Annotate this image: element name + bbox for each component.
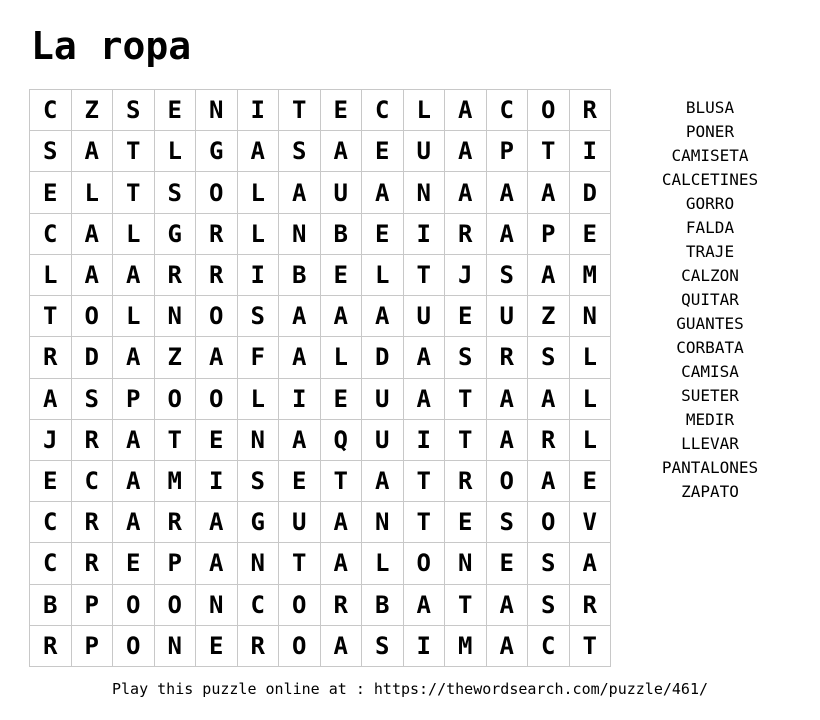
word-list-item: PANTALONES bbox=[661, 458, 759, 477]
grid-cell[interactable]: T bbox=[155, 420, 197, 461]
grid-cell[interactable]: A bbox=[30, 379, 72, 420]
grid-cell[interactable]: U bbox=[404, 131, 446, 172]
grid-cell[interactable]: C bbox=[30, 502, 72, 543]
grid-cell[interactable]: V bbox=[570, 502, 612, 543]
grid-cell[interactable]: U bbox=[279, 502, 321, 543]
word-list-item: CALZON bbox=[681, 266, 739, 285]
grid-cell[interactable]: A bbox=[196, 543, 238, 584]
grid-cell[interactable]: P bbox=[528, 214, 570, 255]
grid-cell[interactable]: A bbox=[321, 502, 363, 543]
grid-cell[interactable]: A bbox=[404, 585, 446, 626]
grid-cell[interactable]: L bbox=[321, 337, 363, 378]
grid-cell[interactable]: C bbox=[30, 90, 72, 131]
grid-cell[interactable]: A bbox=[72, 131, 114, 172]
grid-cell[interactable]: N bbox=[155, 296, 197, 337]
grid-cell[interactable]: U bbox=[404, 296, 446, 337]
grid-cell[interactable]: S bbox=[72, 379, 114, 420]
grid-cell[interactable]: M bbox=[155, 461, 197, 502]
grid-cell[interactable]: S bbox=[362, 626, 404, 667]
grid-cell[interactable]: L bbox=[113, 214, 155, 255]
grid-cell[interactable]: A bbox=[113, 420, 155, 461]
grid-cell[interactable]: A bbox=[487, 214, 529, 255]
word-list-item: SUETER bbox=[681, 386, 739, 405]
footer-text: Play this puzzle online at : https://thewordsearch.com/puzzle/461/ bbox=[111, 680, 709, 698]
grid-cell[interactable]: T bbox=[404, 502, 446, 543]
word-list-item: FALDA bbox=[685, 218, 735, 237]
grid-cell[interactable]: Z bbox=[528, 296, 570, 337]
grid-cell[interactable]: E bbox=[321, 255, 363, 296]
grid-cell[interactable]: O bbox=[528, 502, 570, 543]
grid-cell[interactable]: A bbox=[445, 131, 487, 172]
grid-cell[interactable]: A bbox=[279, 172, 321, 213]
grid-cell[interactable]: R bbox=[72, 420, 114, 461]
grid-cell[interactable]: P bbox=[72, 626, 114, 667]
grid-cell[interactable]: A bbox=[238, 131, 280, 172]
grid-cell[interactable]: L bbox=[30, 255, 72, 296]
grid-cell[interactable]: C bbox=[528, 626, 570, 667]
grid-cell[interactable]: O bbox=[196, 172, 238, 213]
word-list-item: GORRO bbox=[685, 194, 735, 213]
grid-cell[interactable]: I bbox=[196, 461, 238, 502]
grid-cell[interactable]: T bbox=[279, 90, 321, 131]
grid-cell[interactable]: O bbox=[404, 543, 446, 584]
grid-cell[interactable]: I bbox=[404, 626, 446, 667]
grid-cell[interactable]: E bbox=[155, 90, 197, 131]
grid-cell[interactable]: A bbox=[362, 172, 404, 213]
grid-cell[interactable]: E bbox=[570, 461, 612, 502]
grid-cell[interactable]: A bbox=[362, 296, 404, 337]
grid-cell[interactable]: N bbox=[196, 585, 238, 626]
grid-cell[interactable]: D bbox=[570, 172, 612, 213]
grid-cell[interactable]: J bbox=[30, 420, 72, 461]
grid-cell[interactable]: U bbox=[362, 379, 404, 420]
grid-cell[interactable]: Z bbox=[72, 90, 114, 131]
grid-cell[interactable]: A bbox=[321, 626, 363, 667]
grid-cell[interactable]: E bbox=[196, 626, 238, 667]
grid-cell[interactable]: B bbox=[362, 585, 404, 626]
grid-cell[interactable]: A bbox=[279, 296, 321, 337]
grid-cell[interactable]: T bbox=[570, 626, 612, 667]
grid-cell[interactable]: T bbox=[445, 585, 487, 626]
grid-cell[interactable]: A bbox=[321, 131, 363, 172]
grid-cell[interactable]: A bbox=[321, 543, 363, 584]
grid-cell[interactable]: R bbox=[30, 337, 72, 378]
grid-cell[interactable]: R bbox=[155, 502, 197, 543]
grid-cell[interactable]: I bbox=[238, 90, 280, 131]
grid-cell[interactable]: L bbox=[570, 337, 612, 378]
grid-cell[interactable]: R bbox=[238, 626, 280, 667]
grid-cell[interactable]: P bbox=[487, 131, 529, 172]
grid-cell[interactable]: F bbox=[238, 337, 280, 378]
grid-cell[interactable]: A bbox=[528, 379, 570, 420]
grid-cell[interactable]: A bbox=[72, 214, 114, 255]
grid-cell[interactable]: A bbox=[487, 626, 529, 667]
grid-cell[interactable]: I bbox=[404, 214, 446, 255]
grid-cell[interactable]: U bbox=[321, 172, 363, 213]
word-list-item: CAMISETA bbox=[671, 146, 749, 165]
grid-cell[interactable]: E bbox=[487, 543, 529, 584]
grid-cell[interactable]: A bbox=[487, 172, 529, 213]
grid-cell[interactable]: N bbox=[279, 214, 321, 255]
grid-cell[interactable]: L bbox=[155, 131, 197, 172]
grid-cell[interactable]: A bbox=[528, 255, 570, 296]
grid-cell[interactable]: P bbox=[155, 543, 197, 584]
grid-cell[interactable]: R bbox=[570, 90, 612, 131]
grid-cell[interactable]: A bbox=[445, 172, 487, 213]
grid-cell[interactable]: I bbox=[279, 379, 321, 420]
grid-cell[interactable]: S bbox=[30, 131, 72, 172]
grid-cell[interactable]: L bbox=[238, 214, 280, 255]
grid-cell[interactable]: C bbox=[72, 461, 114, 502]
grid-cell[interactable]: A bbox=[487, 585, 529, 626]
grid-cell[interactable]: A bbox=[528, 172, 570, 213]
grid-cell[interactable]: T bbox=[528, 131, 570, 172]
grid-cell[interactable]: A bbox=[445, 90, 487, 131]
grid-cell[interactable]: R bbox=[30, 626, 72, 667]
grid-cell[interactable]: Z bbox=[155, 337, 197, 378]
grid-cell[interactable]: C bbox=[487, 90, 529, 131]
grid-cell[interactable]: A bbox=[528, 461, 570, 502]
grid-cell[interactable]: A bbox=[362, 461, 404, 502]
grid-cell[interactable]: M bbox=[570, 255, 612, 296]
grid-cell[interactable]: L bbox=[238, 172, 280, 213]
grid-cell[interactable]: S bbox=[487, 502, 529, 543]
grid-cell[interactable]: L bbox=[238, 379, 280, 420]
grid-cell[interactable]: C bbox=[238, 585, 280, 626]
grid-cell[interactable]: R bbox=[487, 337, 529, 378]
word-list-item: LLEVAR bbox=[681, 434, 739, 453]
grid-cell[interactable]: Q bbox=[321, 420, 363, 461]
grid-cell[interactable]: U bbox=[487, 296, 529, 337]
grid-cell[interactable]: E bbox=[30, 461, 72, 502]
grid-cell[interactable]: R bbox=[570, 585, 612, 626]
grid-cell[interactable]: E bbox=[445, 296, 487, 337]
grid-cell[interactable]: N bbox=[238, 420, 280, 461]
grid-cell[interactable]: T bbox=[321, 461, 363, 502]
grid-cell[interactable]: E bbox=[113, 543, 155, 584]
word-list-item: BLUSA bbox=[685, 98, 735, 117]
grid-cell[interactable]: R bbox=[155, 255, 197, 296]
grid-cell[interactable]: M bbox=[445, 626, 487, 667]
grid-cell[interactable]: O bbox=[155, 585, 197, 626]
grid-cell[interactable]: A bbox=[196, 502, 238, 543]
grid-cell[interactable]: R bbox=[445, 214, 487, 255]
grid-cell[interactable]: D bbox=[72, 337, 114, 378]
grid-cell[interactable]: N bbox=[570, 296, 612, 337]
grid-cell[interactable]: I bbox=[238, 255, 280, 296]
grid-cell[interactable]: S bbox=[113, 90, 155, 131]
grid-cell[interactable]: T bbox=[30, 296, 72, 337]
grid-cell[interactable]: T bbox=[113, 131, 155, 172]
grid-cell[interactable]: S bbox=[238, 461, 280, 502]
grid-cell[interactable]: A bbox=[72, 255, 114, 296]
word-list-item: ZAPATO bbox=[681, 482, 739, 501]
grid-cell[interactable]: N bbox=[445, 543, 487, 584]
grid-cell[interactable]: O bbox=[279, 585, 321, 626]
grid-cell[interactable]: E bbox=[570, 214, 612, 255]
grid-cell[interactable]: O bbox=[487, 461, 529, 502]
grid-cell[interactable]: B bbox=[321, 214, 363, 255]
grid-cell[interactable]: S bbox=[528, 337, 570, 378]
word-list bbox=[630, 96, 790, 504]
grid-cell[interactable]: L bbox=[113, 296, 155, 337]
grid-cell[interactable]: B bbox=[30, 585, 72, 626]
grid-cell[interactable]: O bbox=[279, 626, 321, 667]
puzzle-title: La ropa bbox=[31, 24, 192, 68]
grid-cell[interactable]: A bbox=[113, 255, 155, 296]
grid-cell[interactable]: T bbox=[279, 543, 321, 584]
grid-cell[interactable]: A bbox=[570, 543, 612, 584]
grid-cell[interactable]: R bbox=[528, 420, 570, 461]
grid-cell[interactable]: G bbox=[238, 502, 280, 543]
grid-cell[interactable]: A bbox=[113, 461, 155, 502]
grid-cell[interactable]: O bbox=[113, 626, 155, 667]
grid-cell[interactable]: R bbox=[196, 214, 238, 255]
grid-cell[interactable]: N bbox=[238, 543, 280, 584]
grid-cell[interactable]: A bbox=[113, 502, 155, 543]
word-list-item: TRAJE bbox=[685, 242, 735, 261]
grid-cell[interactable]: B bbox=[279, 255, 321, 296]
grid-cell[interactable]: C bbox=[30, 543, 72, 584]
grid-cell[interactable]: S bbox=[279, 131, 321, 172]
grid-cell[interactable]: T bbox=[113, 172, 155, 213]
grid-cell[interactable]: P bbox=[72, 585, 114, 626]
grid-cell[interactable]: S bbox=[445, 337, 487, 378]
word-list-item: CORBATA bbox=[676, 338, 744, 357]
grid-cell[interactable]: D bbox=[362, 337, 404, 378]
grid-cell[interactable]: T bbox=[445, 420, 487, 461]
grid-cell[interactable]: E bbox=[445, 502, 487, 543]
grid-cell[interactable]: I bbox=[404, 420, 446, 461]
grid-cell[interactable]: N bbox=[404, 172, 446, 213]
grid-cell[interactable]: T bbox=[404, 461, 446, 502]
grid-cell[interactable]: S bbox=[155, 172, 197, 213]
grid-cell[interactable]: N bbox=[362, 502, 404, 543]
grid-cell[interactable]: L bbox=[362, 543, 404, 584]
grid-cell[interactable]: A bbox=[487, 420, 529, 461]
grid-cell[interactable]: A bbox=[487, 379, 529, 420]
grid-cell[interactable]: S bbox=[238, 296, 280, 337]
grid-cell[interactable]: L bbox=[570, 379, 612, 420]
grid-cell[interactable]: A bbox=[196, 337, 238, 378]
word-list-item: CAMISA bbox=[681, 362, 739, 381]
grid-cell[interactable]: G bbox=[155, 214, 197, 255]
grid-cell[interactable]: R bbox=[196, 255, 238, 296]
grid-cell[interactable]: R bbox=[321, 585, 363, 626]
grid-cell[interactable]: O bbox=[155, 379, 197, 420]
grid-cell[interactable]: E bbox=[362, 214, 404, 255]
word-list-item: PONER bbox=[685, 122, 735, 141]
grid-cell[interactable]: L bbox=[404, 90, 446, 131]
grid-cell[interactable]: U bbox=[362, 420, 404, 461]
grid-cell[interactable]: E bbox=[30, 172, 72, 213]
word-list-item: MEDIR bbox=[685, 410, 735, 429]
grid-cell[interactable]: O bbox=[528, 90, 570, 131]
grid-cell[interactable]: A bbox=[279, 337, 321, 378]
letter-grid[interactable] bbox=[29, 89, 611, 667]
grid-cell[interactable]: A bbox=[113, 337, 155, 378]
grid-cell[interactable]: O bbox=[196, 296, 238, 337]
grid-cell[interactable]: O bbox=[196, 379, 238, 420]
word-list-item: CALCETINES bbox=[661, 170, 759, 189]
grid-cell[interactable]: A bbox=[404, 379, 446, 420]
grid-cell[interactable]: E bbox=[279, 461, 321, 502]
grid-cell[interactable]: A bbox=[321, 296, 363, 337]
grid-cell[interactable]: E bbox=[196, 420, 238, 461]
grid-cell[interactable]: T bbox=[404, 255, 446, 296]
grid-cell[interactable]: S bbox=[528, 543, 570, 584]
grid-cell[interactable]: L bbox=[72, 172, 114, 213]
grid-cell[interactable]: G bbox=[196, 131, 238, 172]
grid-cell[interactable]: E bbox=[362, 131, 404, 172]
grid-cell[interactable]: P bbox=[113, 379, 155, 420]
grid-cell[interactable]: J bbox=[445, 255, 487, 296]
grid-cell[interactable]: T bbox=[445, 379, 487, 420]
grid-cell[interactable]: A bbox=[279, 420, 321, 461]
grid-cell[interactable]: I bbox=[570, 131, 612, 172]
word-list-item: GUANTES bbox=[676, 314, 744, 333]
grid-cell[interactable]: S bbox=[528, 585, 570, 626]
grid-cell[interactable]: E bbox=[321, 379, 363, 420]
grid-cell[interactable]: O bbox=[113, 585, 155, 626]
grid-cell[interactable]: C bbox=[30, 214, 72, 255]
grid-cell[interactable]: S bbox=[487, 255, 529, 296]
grid-cell[interactable]: E bbox=[321, 90, 363, 131]
grid-cell[interactable]: N bbox=[155, 626, 197, 667]
grid-cell[interactable]: O bbox=[72, 296, 114, 337]
word-list-item: QUITAR bbox=[681, 290, 739, 309]
grid-cell[interactable]: C bbox=[362, 90, 404, 131]
grid-cell[interactable]: L bbox=[570, 420, 612, 461]
grid-cell[interactable]: R bbox=[72, 543, 114, 584]
grid-cell[interactable]: R bbox=[445, 461, 487, 502]
grid-cell[interactable]: N bbox=[196, 90, 238, 131]
grid-cell[interactable]: R bbox=[72, 502, 114, 543]
grid-cell[interactable]: L bbox=[362, 255, 404, 296]
grid-cell[interactable]: A bbox=[404, 337, 446, 378]
